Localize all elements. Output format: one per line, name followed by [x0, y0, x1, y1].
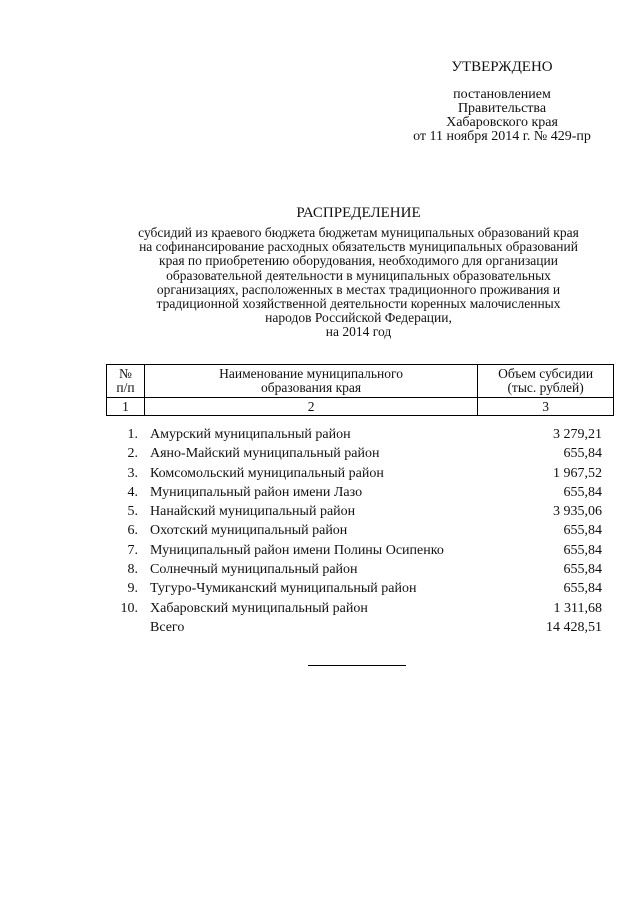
- closing-divider: [308, 665, 406, 666]
- header-name-line: образования края: [261, 380, 362, 395]
- row-name: Муниципальный район имени Полины Осипенко: [150, 542, 444, 558]
- row-value: 655,84: [563, 542, 602, 558]
- header-amount-line: Объем субсидии: [498, 366, 594, 381]
- row-number: 2.: [127, 446, 138, 462]
- subtitle-line: на софинансирование расходных обязательств муниципальных образований: [139, 239, 578, 255]
- header-name: [144, 365, 477, 398]
- row-number: 5.: [127, 504, 138, 520]
- row-value: 655,84: [563, 446, 602, 462]
- row-name: Охотский муниципальный район: [150, 523, 348, 539]
- table-row: [112, 521, 602, 540]
- row-number: 6.: [127, 523, 138, 539]
- row-name: Амурский муниципальный район: [150, 427, 351, 442]
- row-name: Муниципальный район имени Лазо: [150, 484, 363, 500]
- header-number: [107, 365, 145, 398]
- row-value: 1 967,52: [553, 465, 602, 481]
- subtitle-line: субсидий из краевого бюджета бюджетам муниципальных образований края: [138, 225, 579, 240]
- row-number: 4.: [127, 484, 138, 500]
- column-number: 3: [478, 398, 614, 416]
- column-number: 2: [144, 398, 477, 416]
- row-name: Аяно-Майский муниципальный район: [150, 446, 380, 462]
- document-subtitle: [100, 226, 617, 340]
- header-amount: [478, 365, 614, 398]
- header-amount-line: (тыс. рублей): [507, 380, 584, 395]
- header-number-line: п/п: [116, 380, 135, 395]
- approval-line: Правительства: [457, 101, 547, 116]
- row-name: Нанайский муниципальный район: [150, 504, 356, 520]
- row-number: 8.: [127, 562, 138, 578]
- subtitle-line: традиционной хозяйственной деятельности коренных малочисленных: [156, 296, 561, 312]
- row-name: Хабаровский муниципальный район: [150, 600, 368, 616]
- approval-line: от 11 ноября 2014 г. № 429-пр: [413, 129, 591, 144]
- table-row: [112, 579, 602, 598]
- total-label: Всего: [150, 619, 185, 635]
- row-number: 9.: [127, 581, 138, 597]
- row-name: Солнечный муниципальный район: [150, 562, 358, 578]
- row-name: Тугуро-Чумиканский муниципальный район: [150, 581, 417, 597]
- document-title: РАСПРЕДЕЛЕНИЕ: [296, 205, 421, 221]
- approval-block: [392, 60, 612, 144]
- approval-line: Хабаровского края: [446, 115, 558, 130]
- subtitle-line: края по приобретению оборудования, необходимого для организации: [159, 253, 558, 269]
- row-value: 655,84: [563, 581, 602, 597]
- subtitle-line: организациях, расположенных в местах традиционного проживания и: [156, 281, 561, 297]
- row-value: 1 311,68: [553, 600, 602, 616]
- table-row: [112, 464, 602, 483]
- approval-line: постановлением: [453, 87, 551, 102]
- row-value: 655,84: [563, 562, 602, 578]
- table-row: [112, 560, 602, 579]
- subtitle-line: образовательной деятельности в муниципальных образовательных: [166, 267, 551, 283]
- row-name: Комсомольский муниципальный район: [150, 465, 384, 481]
- row-number: 7.: [127, 542, 138, 558]
- column-number: 1: [107, 398, 145, 416]
- subtitle-line: народов Российской Федерации,: [265, 310, 452, 326]
- total-value: 14 428,51: [546, 619, 602, 635]
- table-row: [112, 502, 602, 521]
- row-number: 3.: [127, 465, 138, 481]
- table-header: [106, 364, 614, 416]
- table-row: [112, 483, 602, 502]
- table-row: [112, 444, 602, 463]
- row-value: 655,84: [563, 484, 602, 500]
- total-row: [112, 618, 602, 637]
- table-row: [112, 425, 602, 444]
- row-number: 10.: [120, 600, 138, 616]
- approval-heading: УТВЕРЖДЕНО: [451, 59, 553, 75]
- row-value: 3 279,21: [553, 427, 602, 442]
- header-name-line: Наименование муниципального: [219, 366, 403, 381]
- subtitle-line: на 2014 год: [325, 324, 392, 340]
- table-row: [112, 541, 602, 560]
- row-value: 655,84: [563, 523, 602, 539]
- table-row: [112, 599, 602, 618]
- header-number-line: №: [119, 366, 132, 381]
- table-body: [112, 425, 602, 637]
- row-value: 3 935,06: [553, 504, 602, 520]
- row-number: 1.: [127, 427, 138, 442]
